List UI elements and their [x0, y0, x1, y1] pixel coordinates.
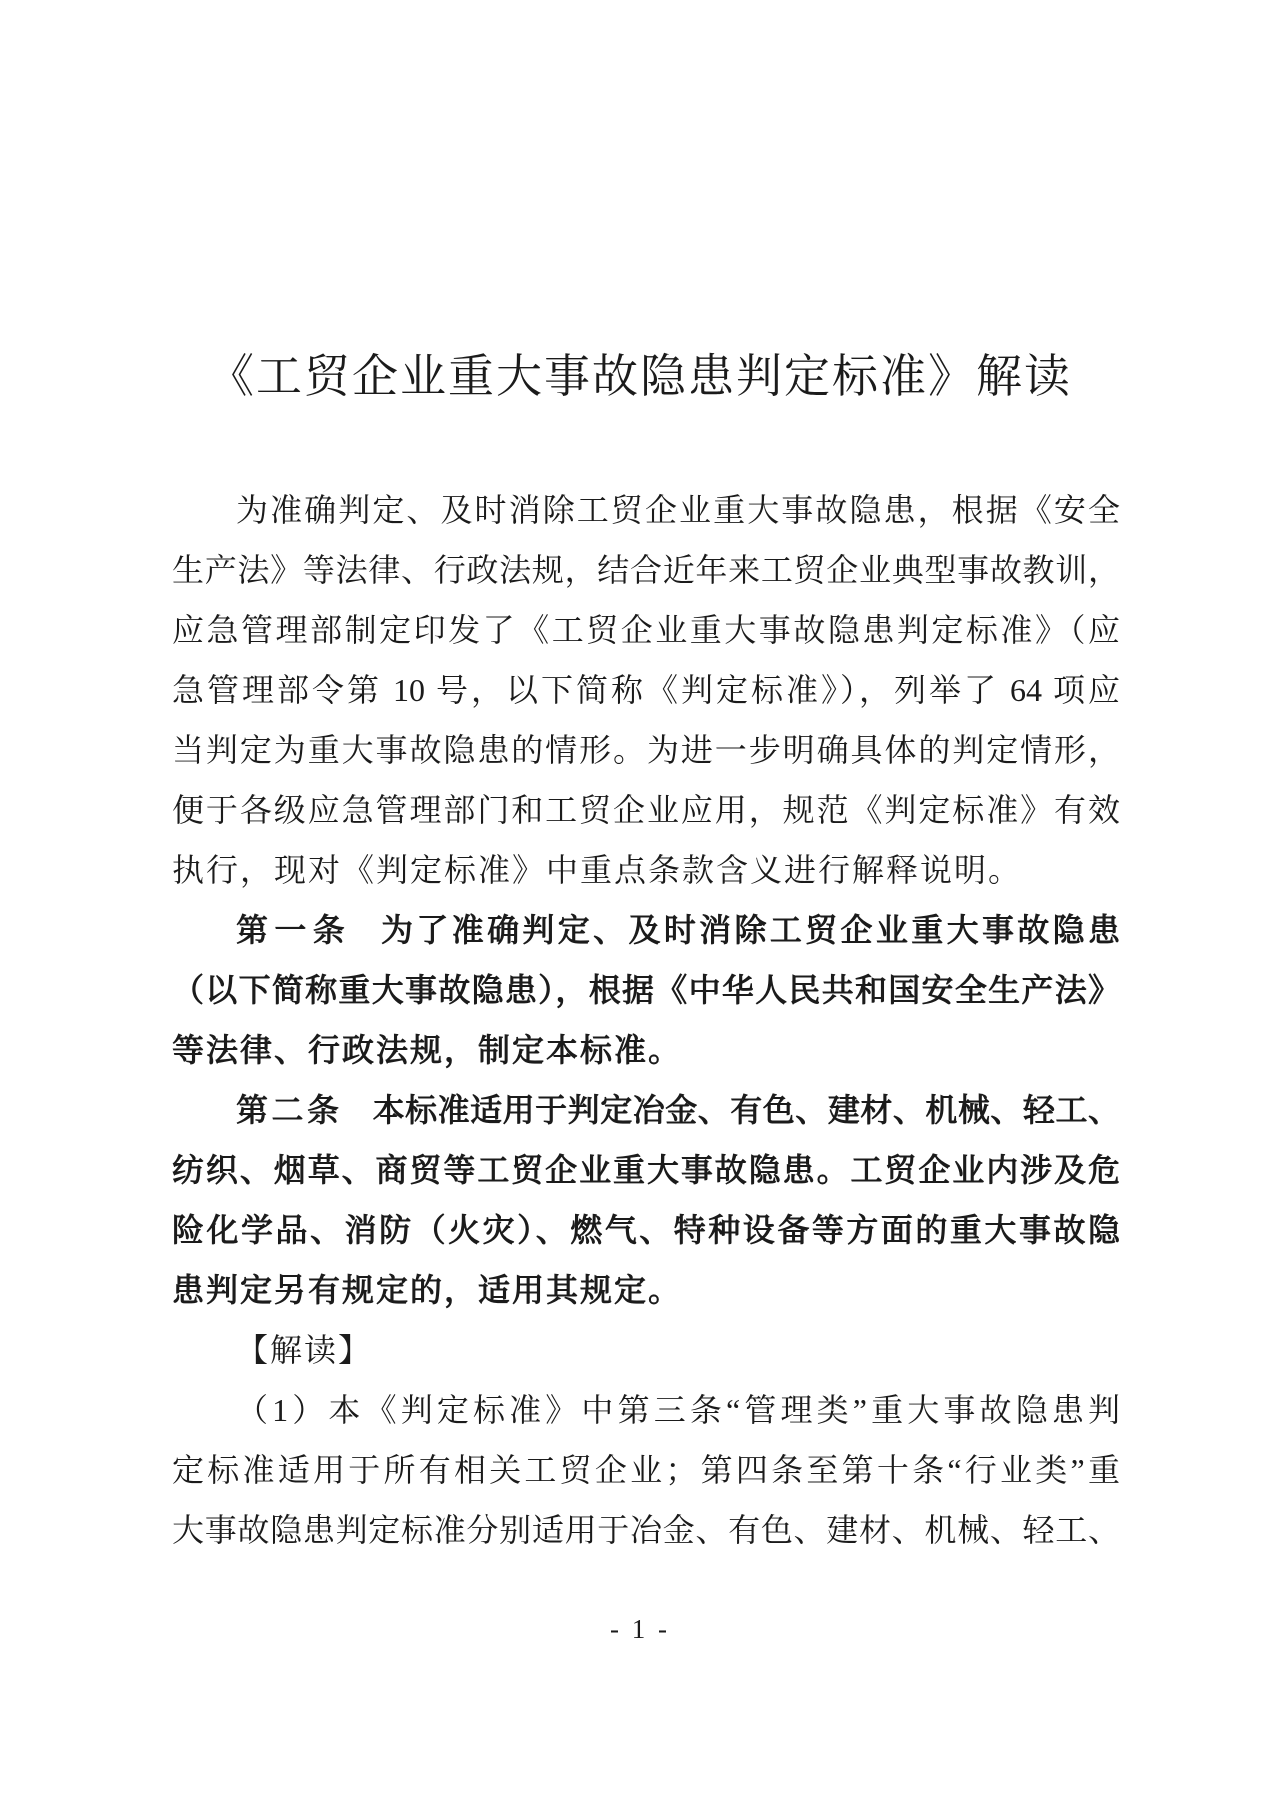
page-number: - 1 -: [610, 1614, 670, 1644]
article-label: 第一条: [236, 912, 352, 948]
text-line: 第二条 本标准适用于判定冶金、有色、建材、机械、轻工、: [236, 1092, 1120, 1128]
text-line: 当判定为重大事故隐患的情形。为进一步明确具体的判定情形，: [172, 732, 1120, 768]
text-line: 应急管理部制定印发了《工贸企业重大事故隐患判定标准》（应: [172, 612, 1120, 648]
text-line: 第一条 为了准确判定、及时消除工贸企业重大事故隐患: [236, 912, 1120, 948]
document-body: [172, 480, 1120, 1560]
text-line: 生产法》等法律、行政法规，结合近年来工贸企业典型事故教训，: [172, 552, 1120, 588]
text-line: 便于各级应急管理部门和工贸企业应用，规范《判定标准》有效: [172, 792, 1120, 828]
text-line: 急管理部令第 10 号，以下简称《判定标准》），列举了 64 项应: [172, 672, 1120, 708]
document-title: 《工贸企业重大事故隐患判定标准》解读: [208, 351, 1072, 402]
text-line: （以下简称重大事故隐患），根据《中华人民共和国安全生产法》: [172, 972, 1120, 1008]
text-line: 为准确判定、及时消除工贸企业重大事故隐患，根据《安全: [236, 492, 1120, 528]
text-line: 险化学品、消防（火灾）、燃气、特种设备等方面的重大事故隐: [172, 1212, 1120, 1248]
text-line: 等法律、行政法规，制定本标准。: [172, 1032, 683, 1068]
text-line: 执行，现对《判定标准》中重点条款含义进行解释说明。: [172, 852, 1023, 888]
text-line: 患判定另有规定的，适用其规定。: [172, 1272, 683, 1308]
text-line: （1）本《判定标准》中第三条“管理类”重大事故隐患判: [236, 1392, 1120, 1428]
text-line: 定标准适用于所有相关工贸企业；第四条至第十条“行业类”重: [172, 1452, 1120, 1488]
article-label: 第二条: [236, 1092, 343, 1128]
text-line: 纺织、烟草、商贸等工贸企业重大事故隐患。工贸企业内涉及危: [172, 1152, 1120, 1188]
text-line: 大事故隐患判定标准分别适用于冶金、有色、建材、机械、轻工、: [172, 1512, 1120, 1548]
text-line: 【解读】: [236, 1332, 373, 1368]
